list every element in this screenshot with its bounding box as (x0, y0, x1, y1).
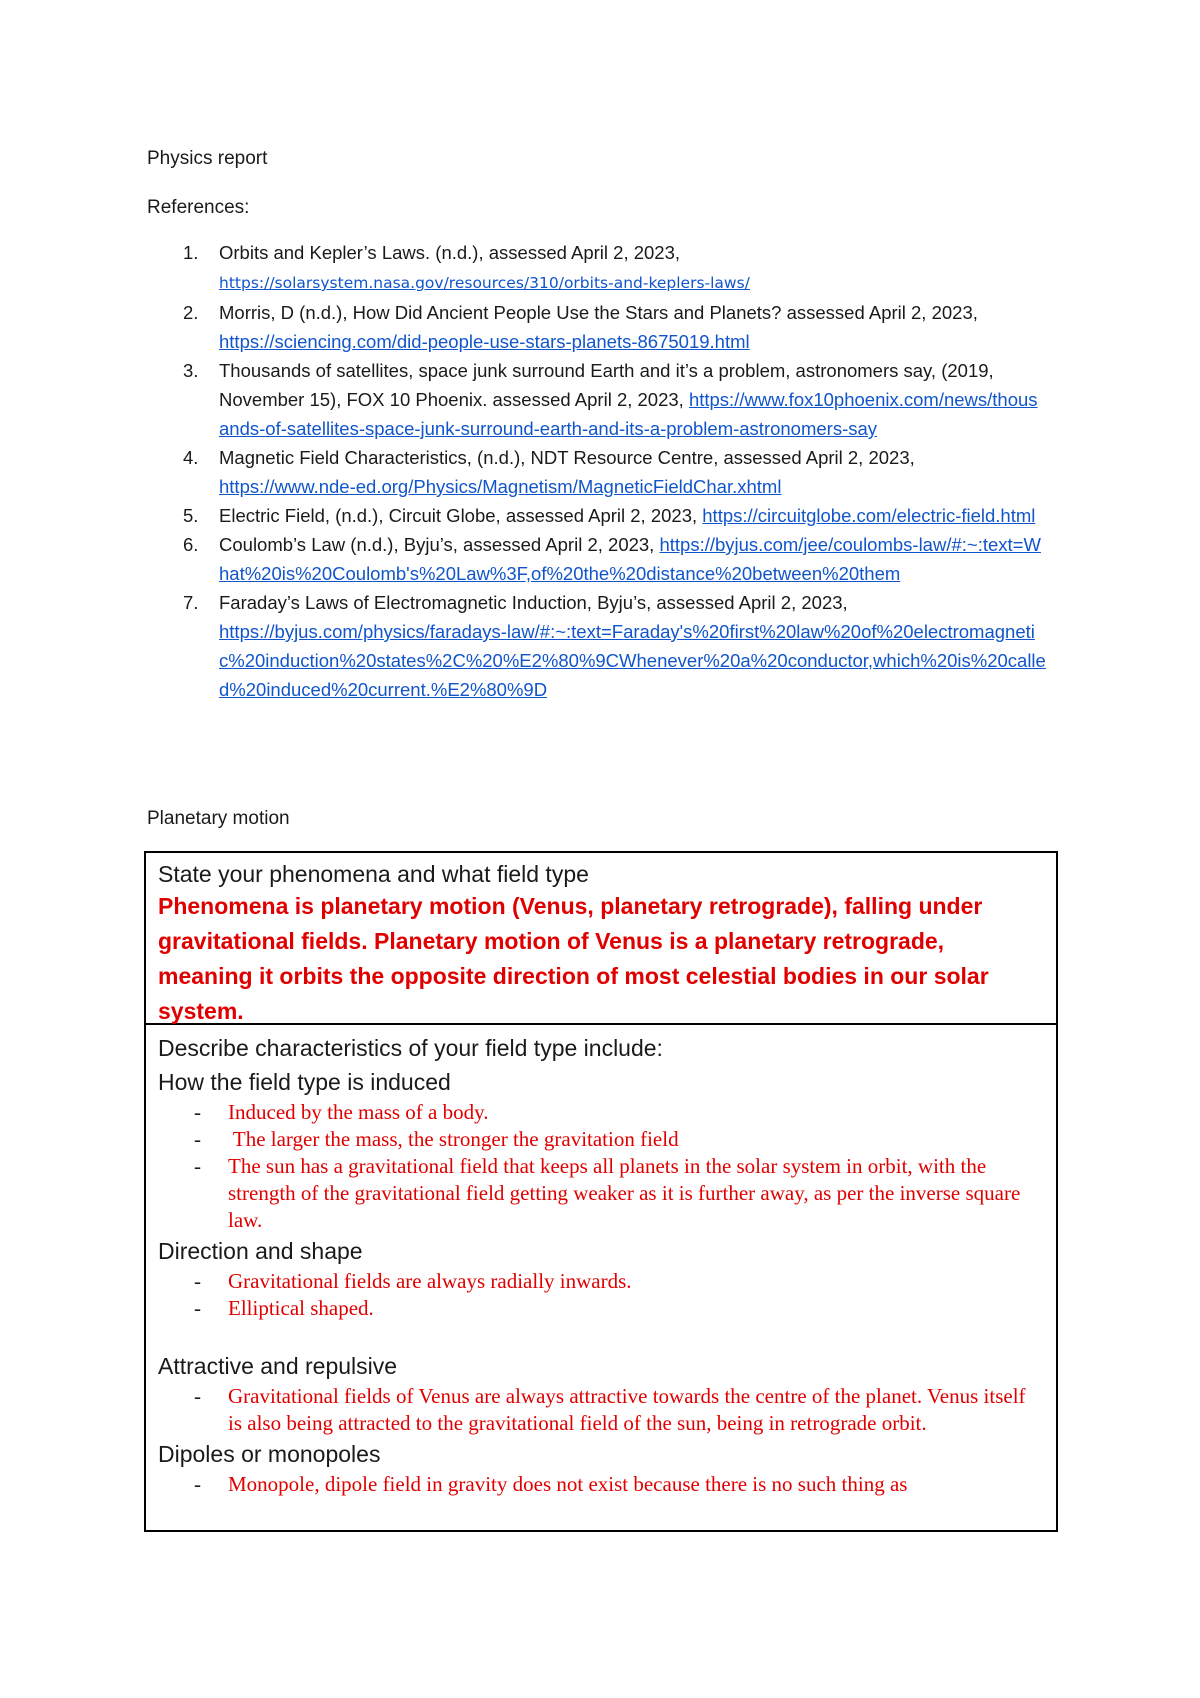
reference-link[interactable]: https://byjus.com/jee/coulombs-law/#:~:text=What%20is%20Coulomb's%20Law%3F,of%20the%20distance%20between%20them (219, 534, 1041, 584)
list-item (158, 1153, 1044, 1234)
section-heading: Planetary motion (147, 808, 290, 829)
reference-item (147, 298, 1047, 356)
dash-marker: - (194, 1127, 201, 1151)
dipoles-list (158, 1471, 1044, 1498)
list-item (158, 1383, 1044, 1437)
characteristics-cell (146, 1025, 1056, 1498)
dash-marker: - (194, 1100, 201, 1124)
attractive-heading: Attractive and repulsive (158, 1353, 398, 1379)
reference-list (147, 238, 1047, 704)
characteristics-question: Describe characteristics of your field type include: (158, 1035, 663, 1061)
reference-text: Magnetic Field Characteristics, (n.d.), NDT Resource Centre, assessed April 2, 2023, (219, 447, 915, 468)
dash-marker: - (194, 1472, 201, 1496)
reference-link[interactable]: https://sciencing.com/did-people-use-stars-planets-8675019.html (219, 331, 750, 352)
reference-text: Electric Field, (n.d.), Circuit Globe, assessed April 2, 2023, (219, 505, 698, 526)
reference-text: Coulomb’s Law (n.d.), Byju’s, assessed April 2, 2023, (219, 534, 655, 555)
list-item (158, 1471, 1044, 1498)
list-item (158, 1126, 1044, 1153)
reference-item (147, 443, 1047, 501)
reference-link[interactable]: https://solarsystem.nasa.gov/resources/310/orbits-and-keplers-laws/ (219, 274, 750, 292)
attractive-list (158, 1383, 1044, 1437)
reference-item (147, 356, 1047, 443)
phenomena-cell (146, 853, 1056, 1025)
field-table (144, 851, 1058, 1532)
reference-link[interactable]: https://byjus.com/physics/faradays-law/#:~:text=Faraday's%20first%20law%20of%20electromagnetic%20induction%20states%2C%20%E2%80%9CWhenever%20a%20conductor,which%20is%20called%20induced%20current.%E2%80%9D (219, 621, 1046, 700)
reference-item (147, 238, 1047, 298)
bullet-text: Gravitational fields are always radially inwards. (228, 1269, 632, 1293)
reference-item (147, 588, 1047, 704)
reference-text: Thousands of satellites, space junk surround Earth and it’s a problem, astronomers say, (2019, November 15), FOX 10 Phoenix. assessed April 2, 2023, (219, 360, 994, 410)
dash-marker: - (194, 1269, 201, 1293)
list-item (158, 1295, 1044, 1322)
induced-list (158, 1099, 1044, 1234)
phenomena-question: State your phenomena and what field type (158, 861, 589, 887)
bullet-text: The sun has a gravitational field that keeps all planets in the solar system in orbit, with the strength of the gravitational field getting weaker as it is further away, as per the inverse square law. (228, 1154, 1021, 1232)
reference-number: 7. (183, 592, 199, 613)
references-heading: References: (147, 197, 250, 218)
reference-text: Faraday’s Laws of Electromagnetic Induction, Byju’s, assessed April 2, 2023, (219, 592, 848, 613)
induced-heading: How the field type is induced (158, 1069, 451, 1095)
reference-text: Morris, D (n.d.), How Did Ancient People Use the Stars and Planets? assessed April 2, 2023, (219, 302, 978, 323)
phenomena-answer: Phenomena is planetary motion (Venus, planetary retrograde), falling under gravitational fields. Planetary motion of Venus is a planetary retrograde, meaning it orbits the opposite direction of most celestial bodies in our solar system. (158, 893, 989, 1024)
reference-number: 3. (183, 360, 199, 381)
reference-number: 1. (183, 242, 199, 263)
direction-heading: Direction and shape (158, 1238, 363, 1264)
reference-number: 4. (183, 447, 199, 468)
dipoles-heading: Dipoles or monopoles (158, 1441, 381, 1467)
reference-link[interactable]: https://www.fox10phoenix.com/news/thousands-of-satellites-space-junk-surround-earth-and-its-a-problem-astronomers-say (219, 389, 1038, 439)
bullet-text: Induced by the mass of a body. (228, 1100, 489, 1124)
reference-number: 6. (183, 534, 199, 555)
bullet-text: Elliptical shaped. (228, 1296, 374, 1320)
reference-link[interactable]: https://circuitglobe.com/electric-field.html (702, 505, 1036, 526)
reference-text: Orbits and Kepler’s Laws. (n.d.), assessed April 2, 2023, (219, 242, 681, 263)
bullet-text: The larger the mass, the stronger the gravitation field (228, 1127, 679, 1151)
reference-item (147, 501, 1047, 530)
list-item (158, 1099, 1044, 1126)
reference-number: 2. (183, 302, 199, 323)
dash-marker: - (194, 1154, 201, 1178)
reference-number: 5. (183, 505, 199, 526)
page-title: Physics report (147, 148, 268, 169)
direction-list (158, 1268, 1044, 1322)
bullet-text: Monopole, dipole field in gravity does not exist because there is no such thing as (228, 1472, 908, 1496)
dash-marker: - (194, 1384, 201, 1408)
reference-link[interactable]: https://www.nde-ed.org/Physics/Magnetism/MagneticFieldChar.xhtml (219, 476, 782, 497)
dash-marker: - (194, 1296, 201, 1320)
reference-item (147, 530, 1047, 588)
bullet-text: Gravitational fields of Venus are always attractive towards the centre of the planet. Venus itself is also being attracted to the gravitational field of the sun, being in retrograde orbit. (228, 1384, 1026, 1435)
list-item (158, 1268, 1044, 1295)
